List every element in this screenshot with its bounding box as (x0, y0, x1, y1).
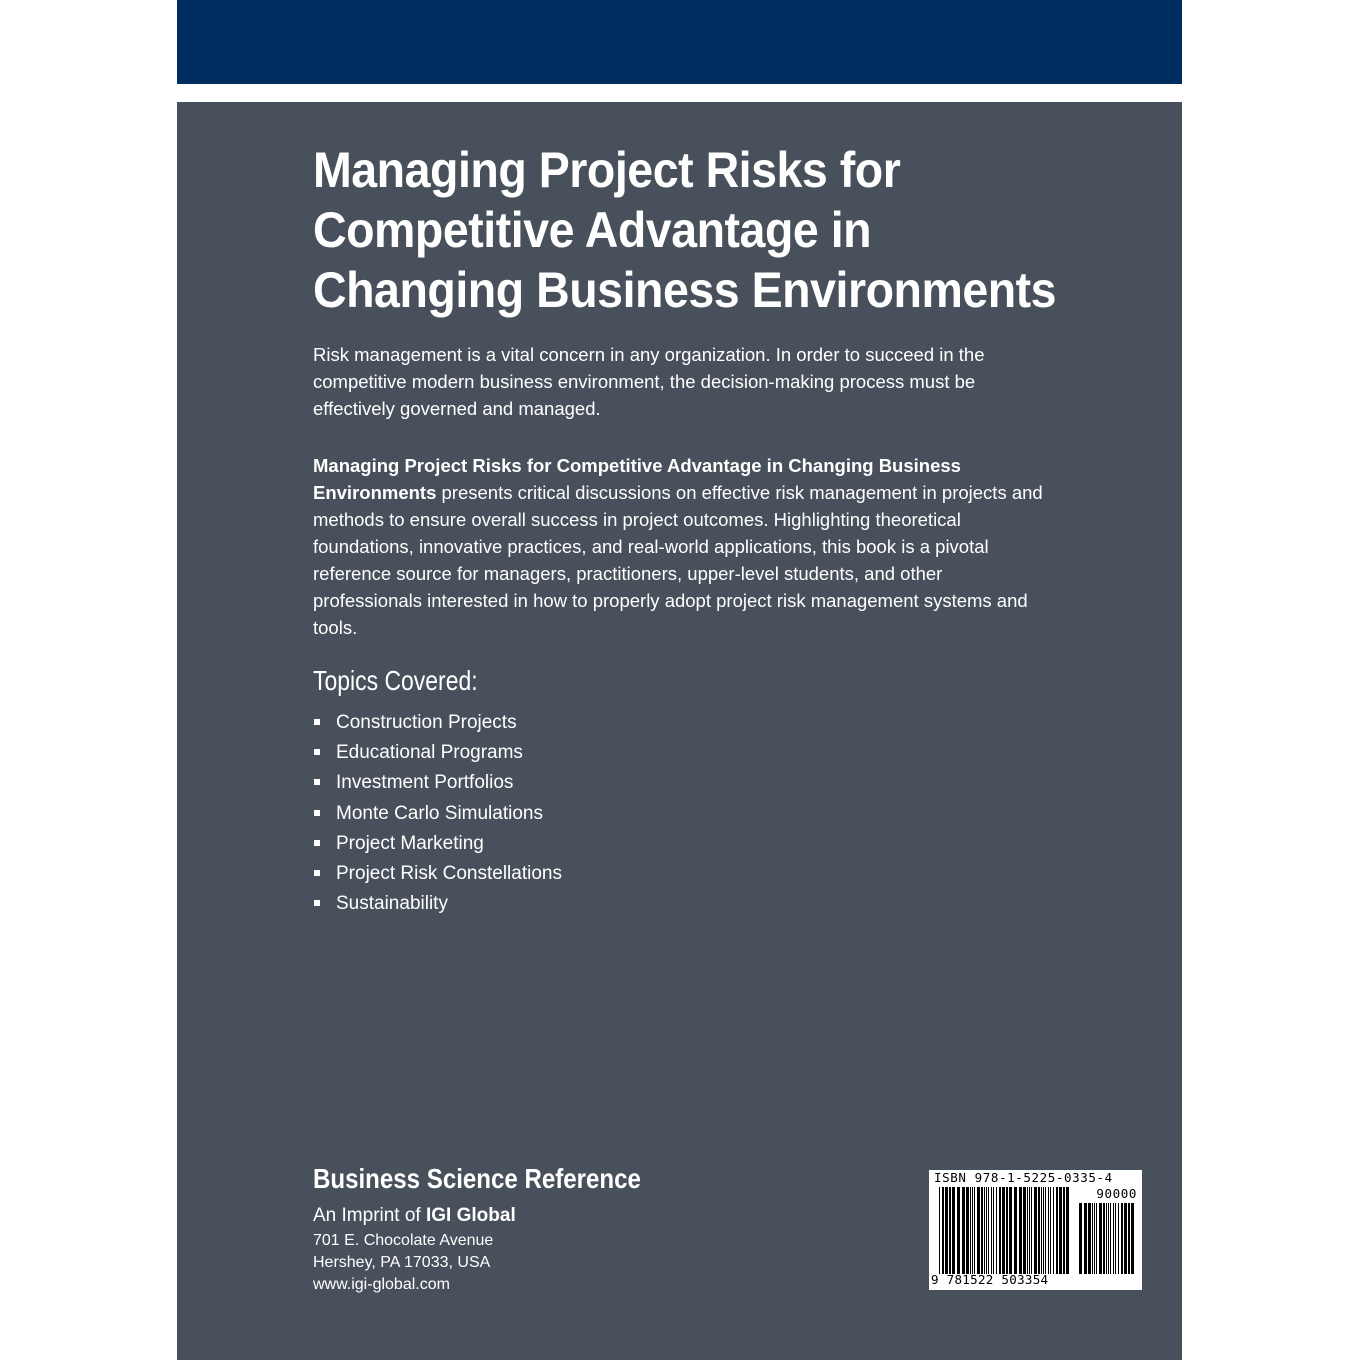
topic-item (313, 829, 562, 859)
barcode-bar (1027, 1187, 1028, 1274)
square-bullet-icon (314, 810, 320, 816)
square-bullet-icon (314, 870, 320, 876)
barcode-bar (966, 1187, 969, 1274)
barcode-bar (1131, 1203, 1134, 1274)
publisher-website: www.igi-global.com (313, 1276, 450, 1293)
address-city: Hershey, PA 17033, USA (313, 1254, 491, 1271)
barcode-bar (1041, 1187, 1042, 1274)
barcode-bar (1043, 1187, 1044, 1274)
barcode-bar (942, 1187, 944, 1274)
barcode-bar (1048, 1187, 1049, 1274)
square-bullet-icon (314, 840, 320, 846)
topic-label: Project Marketing (336, 832, 484, 854)
barcode-bar (945, 1187, 948, 1274)
barcode-bar (962, 1187, 965, 1274)
intro-paragraph: Risk management is a vital concern in any organization. In order to succeed in the competitive modern business environment, the decision-making process must be effectively governed and managed. (313, 344, 985, 419)
barcode-bar (972, 1187, 973, 1274)
topic-label: Investment Portfolios (336, 772, 514, 794)
title-line: Competitive Advantage in (313, 202, 872, 258)
barcode-bar (1099, 1203, 1102, 1274)
barcode-bar (988, 1187, 989, 1274)
barcode-bar (1110, 1203, 1111, 1274)
square-bullet-icon (314, 749, 320, 755)
barcode-bar (996, 1187, 997, 1274)
barcode-bar (1121, 1203, 1123, 1274)
barcode-bar (1096, 1203, 1097, 1274)
back-cover-panel (177, 102, 1182, 1360)
topic-label: Monte Carlo Simulations (336, 802, 543, 824)
barcode-bar (1045, 1187, 1046, 1274)
barcode-bar (999, 1187, 1001, 1274)
topics-list (313, 708, 562, 919)
barcode-bar (1059, 1187, 1062, 1274)
barcode-bar (1023, 1187, 1026, 1274)
isbn-text: ISBN 978-1-5225-0335-4 (934, 1170, 1113, 1185)
barcode-bar (1124, 1203, 1127, 1274)
isbn-barcode (929, 1170, 1142, 1290)
imprint-line (313, 1204, 516, 1228)
topic-item (313, 708, 562, 738)
barcode-bar (1019, 1187, 1022, 1274)
barcode-bar (1084, 1203, 1087, 1274)
barcode-bar (1038, 1187, 1040, 1274)
barcode-bar (1088, 1203, 1091, 1274)
barcode-bar (1014, 1187, 1017, 1274)
title-line: Managing Project Risks for (313, 142, 901, 198)
barcode-bar (1118, 1203, 1119, 1274)
barcode-bar (977, 1187, 980, 1274)
barcode-bar (1106, 1203, 1107, 1274)
barcode-bar (1029, 1187, 1030, 1274)
publisher-name: Business Science Reference (313, 1163, 641, 1194)
topic-item (313, 799, 562, 829)
topics-heading: Topics Covered: (313, 665, 478, 696)
topic-label: Construction Projects (336, 712, 517, 733)
barcode-bar (1128, 1203, 1130, 1274)
barcode-bar (1066, 1187, 1069, 1274)
barcode-bar (1002, 1187, 1005, 1274)
topic-label: Educational Programs (336, 742, 523, 764)
description-paragraph (313, 452, 1053, 641)
topic-label: Project Risk Constellations (336, 862, 562, 884)
barcode-bar (1056, 1187, 1058, 1274)
topic-item (313, 738, 562, 768)
barcode-bar (1009, 1187, 1012, 1274)
barcode-bar (970, 1187, 971, 1274)
barcode-bar (1115, 1203, 1116, 1274)
book-title (313, 140, 1113, 320)
barcode-bar (939, 1187, 940, 1274)
top-color-band (177, 0, 1182, 84)
barcode-bar (1053, 1187, 1054, 1274)
barcode-bar (1050, 1187, 1051, 1274)
barcode-bar (974, 1187, 975, 1274)
imprint-name: IGI Global (426, 1205, 516, 1226)
barcode-bar (981, 1187, 983, 1274)
barcode-bar (1034, 1187, 1037, 1274)
topic-label: Sustainability (336, 893, 448, 915)
barcode-bar (1113, 1203, 1114, 1274)
square-bullet-icon (314, 900, 320, 906)
topic-item (313, 859, 562, 889)
barcode-bar (1031, 1187, 1032, 1274)
barcode-digits: 9 781522 503354 (931, 1272, 1049, 1287)
barcode-bar (1063, 1187, 1065, 1274)
barcode-bar (949, 1187, 951, 1274)
barcode-bar (991, 1187, 992, 1274)
barcode-bar (952, 1187, 955, 1274)
topic-item (313, 889, 562, 919)
barcode-bar (1092, 1203, 1093, 1274)
imprint-prefix: An Imprint of (313, 1205, 426, 1226)
barcode-bar (1079, 1203, 1082, 1274)
address-street: 701 E. Chocolate Avenue (313, 1232, 494, 1249)
barcode-bar (984, 1187, 985, 1274)
title-line: Changing Business Environments (313, 262, 1057, 318)
barcode-bar (957, 1187, 960, 1274)
barcode-bar (1006, 1187, 1008, 1274)
topic-item (313, 768, 562, 798)
barcode-bar (986, 1187, 987, 1274)
square-bullet-icon (314, 779, 320, 785)
barcode-bar (1103, 1203, 1105, 1274)
barcode-bar (1094, 1203, 1095, 1274)
description-book-title: Managing Project Risks for Competitive Advantage in Changing Business Environments (313, 455, 961, 503)
description-text: presents critical discussions on effective risk management in projects and methods to ensure overall success in project outcomes. Highlighting theoretical foundations, innovative practices, and real-world applications, this book is a pivotal reference source for managers, practitioners, upper-level students, and other professionals interested in how to properly adopt project risk management systems and tools. (313, 482, 1043, 638)
barcode-bar (993, 1187, 994, 1274)
barcode-bar (1108, 1203, 1109, 1274)
square-bullet-icon (314, 719, 320, 725)
price-code: 90000 (1096, 1186, 1137, 1201)
